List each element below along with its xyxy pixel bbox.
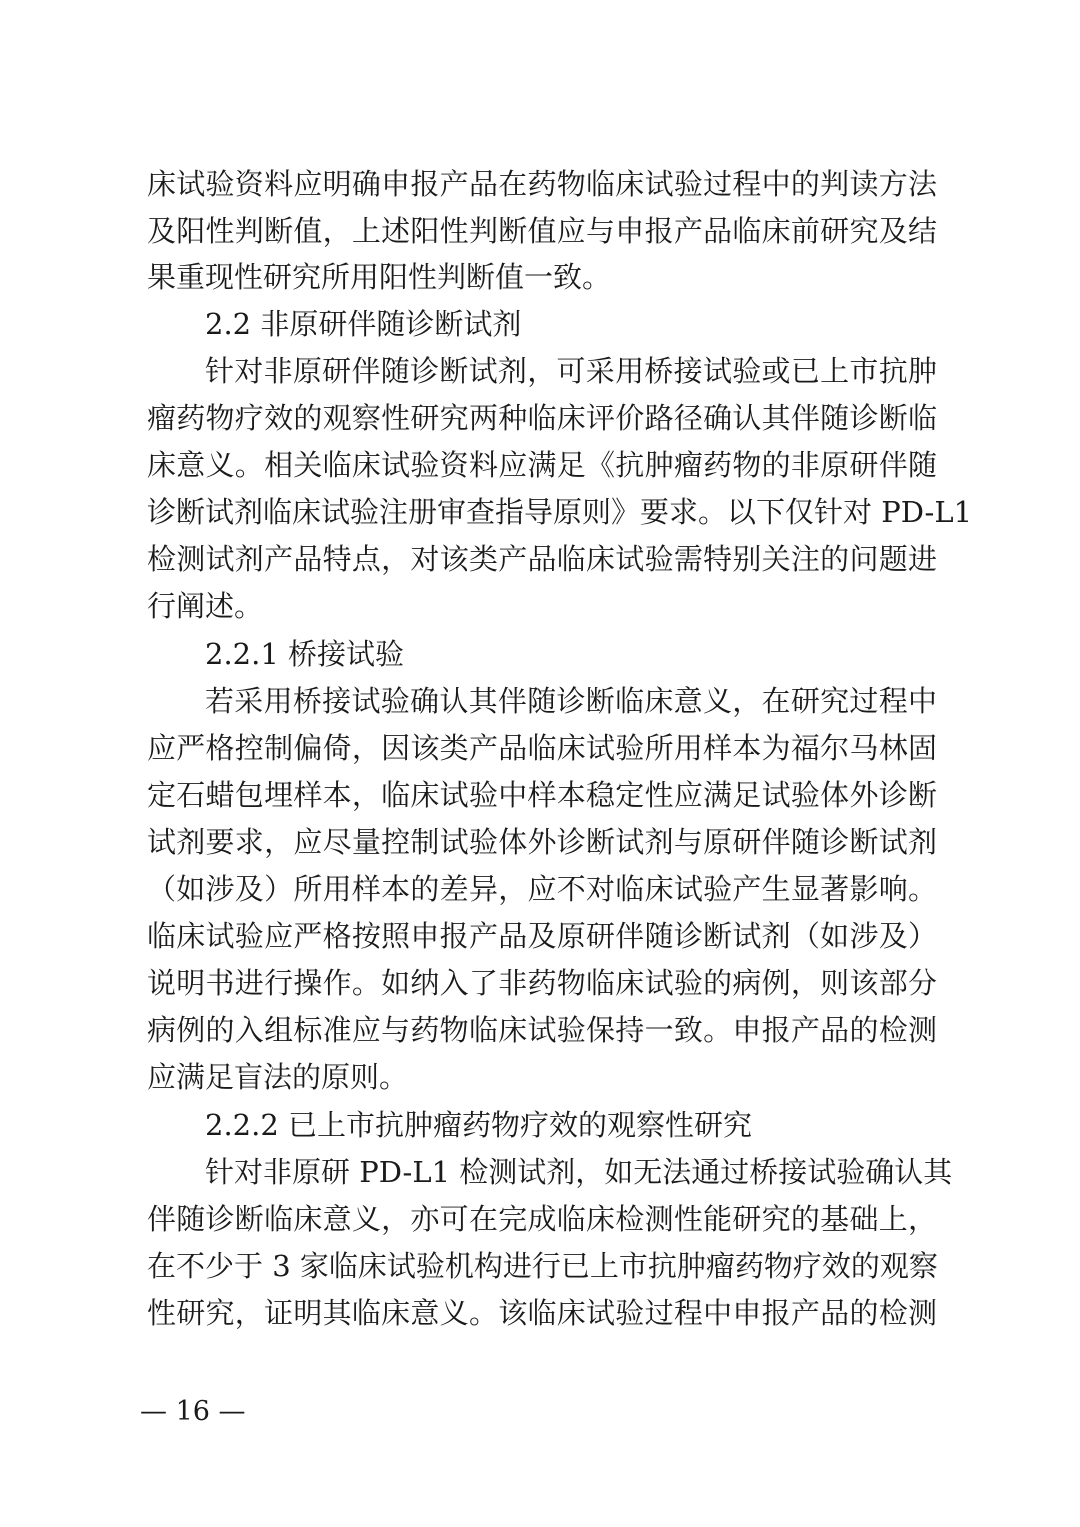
section-heading: 2.2 非原研伴随诊断试剂 bbox=[205, 307, 522, 341]
text-line: 性研究，证明其临床意义。该临床试验过程中申报产品的检测 bbox=[147, 1296, 937, 1330]
text-line: 定石蜡包埋样本，临床试验中样本稳定性应满足试验体外诊断 bbox=[147, 778, 937, 812]
text-line: 床试验资料应明确申报产品在药物临床试验过程中的判读方法 bbox=[147, 167, 937, 201]
section-heading: 2.2.2 已上市抗肿瘤药物疗效的观察性研究 bbox=[205, 1108, 753, 1142]
text-line: 行阐述。 bbox=[147, 589, 264, 623]
text-line: 在不少于 3 家临床试验机构进行已上市抗肿瘤药物疗效的观察 bbox=[147, 1249, 938, 1283]
text-line: （如涉及）所用样本的差异，应不对临床试验产生显著影响。 bbox=[147, 872, 937, 906]
text-line: 针对非原研 PD-L1 检测试剂，如无法通过桥接试验确认其 bbox=[205, 1155, 953, 1189]
text-line: 检测试剂产品特点，对该类产品临床试验需特别关注的问题进 bbox=[147, 542, 937, 576]
text-line: 果重现性研究所用阳性判断值一致。 bbox=[147, 260, 612, 294]
text-line: 若采用桥接试验确认其伴随诊断临床意义，在研究过程中 bbox=[205, 684, 937, 718]
text-line: 瘤药物疗效的观察性研究两种临床评价路径确认其伴随诊断临 bbox=[147, 401, 937, 435]
text-line: 应满足盲法的原则。 bbox=[147, 1060, 409, 1094]
text-line: 试剂要求，应尽量控制试验体外诊断试剂与原研伴随诊断试剂 bbox=[147, 825, 937, 859]
text-line: 及阳性判断值，上述阳性判断值应与申报产品临床前研究及结 bbox=[147, 214, 937, 248]
text-line: 针对非原研伴随诊断试剂，可采用桥接试验或已上市抗肿 bbox=[205, 354, 937, 388]
text-line: 病例的入组标准应与药物临床试验保持一致。申报产品的检测 bbox=[147, 1013, 937, 1047]
text-line: 诊断试剂临床试验注册审查指导原则》要求。以下仅针对 PD-L1 bbox=[147, 495, 973, 529]
text-line: 床意义。相关临床试验资料应满足《抗肿瘤药物的非原研伴随 bbox=[147, 448, 937, 482]
text-line: 伴随诊断临床意义，亦可在完成临床检测性能研究的基础上， bbox=[147, 1202, 937, 1236]
page-number: — 16 — bbox=[140, 1396, 246, 1427]
text-line: 应严格控制偏倚，因该类产品临床试验所用样本为福尔马林固 bbox=[147, 731, 937, 765]
text-line: 说明书进行操作。如纳入了非药物临床试验的病例，则该部分 bbox=[147, 966, 937, 1000]
text-line: 临床试验应严格按照申报产品及原研伴随诊断试剂（如涉及） bbox=[147, 919, 937, 953]
section-heading: 2.2.1 桥接试验 bbox=[205, 637, 405, 671]
